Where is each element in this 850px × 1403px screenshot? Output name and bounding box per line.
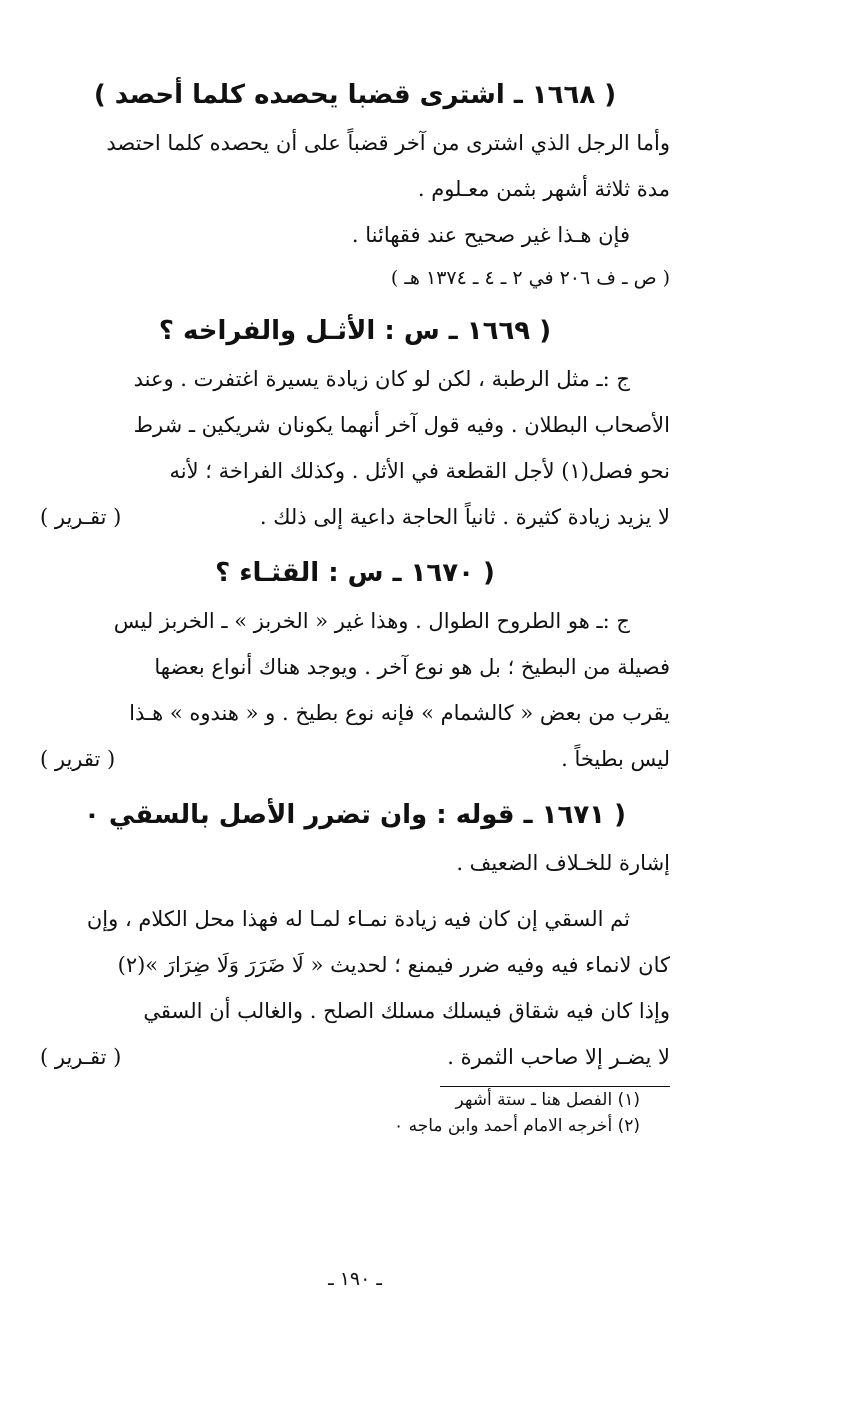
page-number: ـ ١٩٠ ـ bbox=[328, 1268, 382, 1290]
section-1671-line-3: كان لانماء فيه وفيه ضرر فيمنع ؛ لحديث « لَا ضَرَرَ وَلَا ضِرَارَ »(٢) bbox=[117, 953, 670, 977]
footnote-2: (٢) أخرجه الامام أحمد وابن ماجه ٠ bbox=[394, 1116, 640, 1136]
section-1670-line-4: ليس بطيخاً . bbox=[561, 747, 670, 771]
section-1671-line-2: ثم السقي إن كان فيه زيادة نمـاء لمـا له فهذا محل الكلام ، وإن bbox=[86, 907, 630, 931]
section-1670-line-1: ج :ـ هو الطروح الطوال . وهذا غير « الخربز » ـ الخربز ليس bbox=[113, 609, 630, 633]
section-1670-tag: ( تقرير ) bbox=[40, 747, 116, 771]
section-1671-line-1: إشارة للخـلاف الضعيف . bbox=[456, 851, 670, 875]
section-1668-reference: ( ص ـ ف ٢٠٦ في ٢ ـ ٤ ـ ١٣٧٤ هـ ) bbox=[390, 267, 670, 289]
section-1669-line-3: نحو فصل(١) لأجل القطعة في الأثل . وكذلك الفراخة ؛ لأنه bbox=[169, 459, 670, 483]
section-1668-heading: ( ١٦٦٨ ـ اشترى قضبا يحصده كلما أحصد ) bbox=[93, 80, 617, 110]
section-1669-tag: ( تقـرير ) bbox=[40, 505, 122, 529]
section-1669-line-4-row bbox=[40, 494, 670, 540]
section-1670-line-2: فصيلة من البطيخ ؛ بل هو نوع آخر . ويوجد هناك أنواع بعضها bbox=[154, 655, 670, 679]
section-1670-heading: ( ١٦٧٠ ـ س : القثـاء ؟ bbox=[215, 558, 495, 588]
section-1670-line-4-row bbox=[40, 736, 670, 782]
section-1668-line-1: وأما الرجل الذي اشترى من آخر قضباً على أن يحصده كلما احتصد bbox=[106, 131, 670, 155]
section-1669-line-1: ج :ـ مثل الرطبة ، لكن لو كان زيادة يسيرة اغتفرت . وعند bbox=[133, 367, 630, 391]
section-1671-line-4: وإذا كان فيه شقاق فيسلك مسلك الصلح . والغالب أن السقي bbox=[143, 999, 670, 1023]
section-1669-heading: ( ١٦٦٩ ـ س : الأثـل والفراخه ؟ bbox=[158, 316, 552, 346]
section-1670-line-3: يقرب من بعض « كالشمام » فإنه نوع بطيخ . و « هندوه » هـذا bbox=[129, 701, 670, 725]
section-1671-line-5: لا يضـر إلا صاحب الثمرة . bbox=[447, 1045, 670, 1069]
page-content bbox=[40, 80, 670, 1139]
section-1669-line-4: لا يزيد زيادة كثيرة . ثانياً الحاجة داعية إلى ذلك . bbox=[259, 505, 670, 529]
section-1671-line-5-row bbox=[40, 1034, 670, 1080]
section-1668-line-2: مدة ثلاثة أشهر بثمن معـلوم . bbox=[417, 177, 670, 201]
footnote-1: (١) الفصل هنا ـ ستة أشهر bbox=[455, 1090, 640, 1110]
section-1669-line-2: الأصحاب البطلان . وفيه قول آخر أنهما يكونان شريكين ـ شرط bbox=[133, 413, 670, 437]
section-1668-line-3: فإن هـذا غير صحيح عند فقهائنا . bbox=[351, 223, 630, 247]
section-1671-heading: ( ١٦٧١ ـ قوله : وان تضرر الأصل بالسقي ٠ bbox=[83, 800, 626, 830]
section-1671-tag: ( تقـرير ) bbox=[40, 1045, 122, 1069]
